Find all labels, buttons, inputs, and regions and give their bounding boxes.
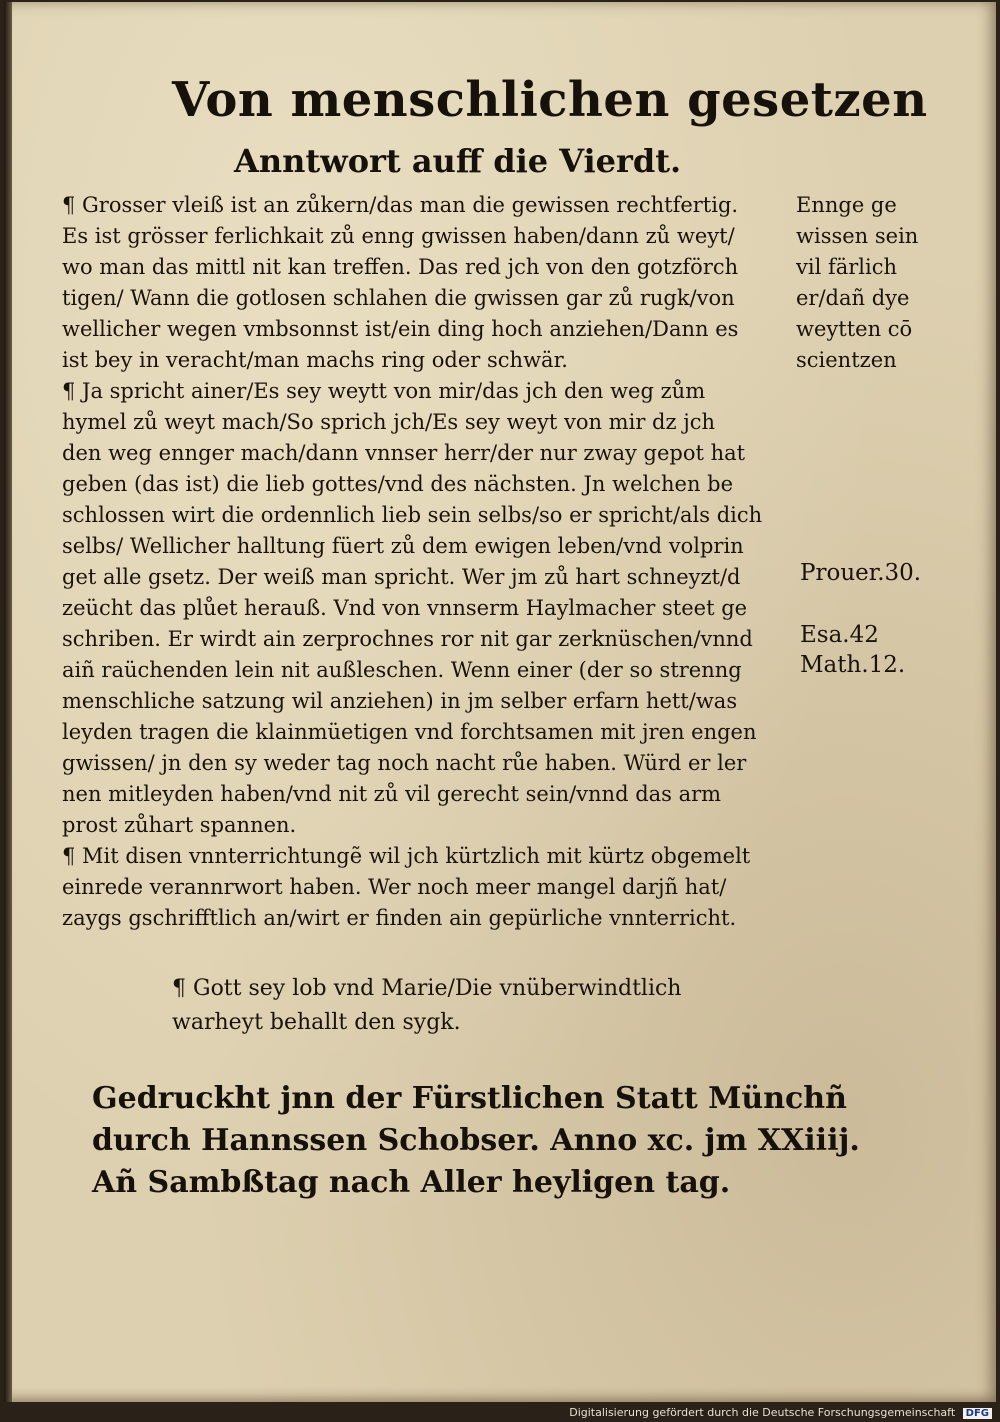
- text-line: zaygs gschrifftlich an/wirt er finden ain gepürliche vnnterricht.: [62, 906, 737, 930]
- margin-note-line: Ennge ge: [796, 193, 897, 217]
- text-line: aiñ raüchenden lein nit außleschen. Wenn einer (der so strenng: [62, 658, 742, 682]
- dfg-logo: DFG: [963, 1408, 992, 1419]
- margin-note-line: scientzen: [796, 348, 897, 372]
- text-line: ¶ Ja spricht ainer/Es sey weytt von mir/das jch den weg zům: [62, 379, 706, 403]
- text-line: nen mitleyden haben/vnd nit zů vil gerecht sein/vnnd das arm: [62, 782, 722, 806]
- colophon-line: Añ Sambßtag nach Aller heyligen tag.: [92, 1165, 731, 1200]
- colophon-line: Gedruckht jnn der Fürstlichen Statt Münchñ: [92, 1081, 847, 1116]
- text-line: ¶ Mit disen vnnterrichtungẽ wil jch kürtzlich mit kürtz obgemelt: [62, 844, 751, 868]
- text-line: hymel zů weyt mach/So sprich jch/Es sey weyt von mir dz jch: [62, 410, 716, 434]
- margin-reference-matthew: Math.12.: [800, 652, 906, 678]
- text-line: schriben. Er wirdt ain zerprochnes ror nit gar zerknüschen/vnnd: [62, 627, 753, 651]
- text-line: leyden tragen die klainmüetigen vnd forchtsamen mit jren engen: [62, 720, 757, 744]
- printer-colophon: [92, 1078, 860, 1204]
- section-subheading: Anntwort auff die Vierdt.: [234, 142, 682, 180]
- margin-note-line: wissen sein: [796, 224, 919, 248]
- credit-text: Digitalisierung gefördert durch die Deutsche Forschungsgemeinschaft: [569, 1406, 956, 1419]
- text-line: gwissen/ jn den sy weder tag noch nacht růe haben. Würd er ler: [62, 751, 747, 775]
- page-binding-edge: [4, 2, 12, 1402]
- text-line: Es ist grösser ferlichkait zů enng gwissen haben/dann zů weyt/: [62, 224, 735, 248]
- text-line: wo man das mittl nit kan treffen. Das red jch von den gotzförch: [62, 255, 739, 279]
- closing-blessing: [172, 972, 681, 1040]
- text-line: wellicher wegen vmbsonnst ist/ein ding hoch anziehen/Dann es: [62, 317, 739, 341]
- digitization-credit: [569, 1406, 992, 1419]
- margin-note: [796, 190, 918, 376]
- text-line: geben (das ist) die lieb gottes/vnd des nächsten. Jn welchen be: [62, 472, 734, 496]
- margin-reference-isaiah: Esa.42: [800, 622, 879, 648]
- text-line: tigen/ Wann die gotlosen schlahen die gwissen gar zů rugk/von: [62, 286, 735, 310]
- margin-note-line: weytten cō: [796, 317, 913, 341]
- text-line: prost zůhart spannen.: [62, 813, 297, 837]
- colophon-line: durch Hannssen Schobser. Anno xc. jm XXiiij.: [92, 1123, 860, 1158]
- closing-line: warheyt behallt den sygk.: [172, 1010, 461, 1035]
- text-line: ist bey in veracht/man machs ring oder schwär.: [62, 348, 568, 372]
- page-heading: Von menschlichen gesetzen: [172, 72, 928, 128]
- text-line: einrede verannrwort haben. Wer noch meer mangel darjñ hat/: [62, 875, 727, 899]
- text-line: ¶ Grosser vleiß ist an zůkern/das man die gewissen rechtfertig.: [62, 193, 739, 217]
- closing-line: ¶ Gott sey lob vnd Marie/Die vnüberwindtlich: [172, 976, 682, 1001]
- text-line: get alle gsetz. Der weiß man spricht. Wer jm zů hart schneyzt/d: [62, 565, 741, 589]
- text-line: schlossen wirt die ordennlich lieb sein selbs/so er spricht/als dich: [62, 503, 763, 527]
- margin-note-line: vil färlich: [796, 255, 898, 279]
- text-line: menschliche satzung wil anziehen) in jm selber erfarn hett/was: [62, 689, 738, 713]
- margin-reference-proverbs: Prouer.30.: [800, 560, 922, 586]
- body-text: [62, 190, 792, 934]
- book-page: [4, 2, 996, 1402]
- text-line: den weg ennger mach/dann vnnser herr/der nur zway gepot hat: [62, 441, 746, 465]
- text-line: selbs/ Wellicher halltung füert zů dem ewigen leben/vnd volprin: [62, 534, 744, 558]
- margin-note-line: er/dañ dye: [796, 286, 910, 310]
- text-line: zeücht das plůet herauß. Vnd von vnnserm Haylmacher steet ge: [62, 596, 748, 620]
